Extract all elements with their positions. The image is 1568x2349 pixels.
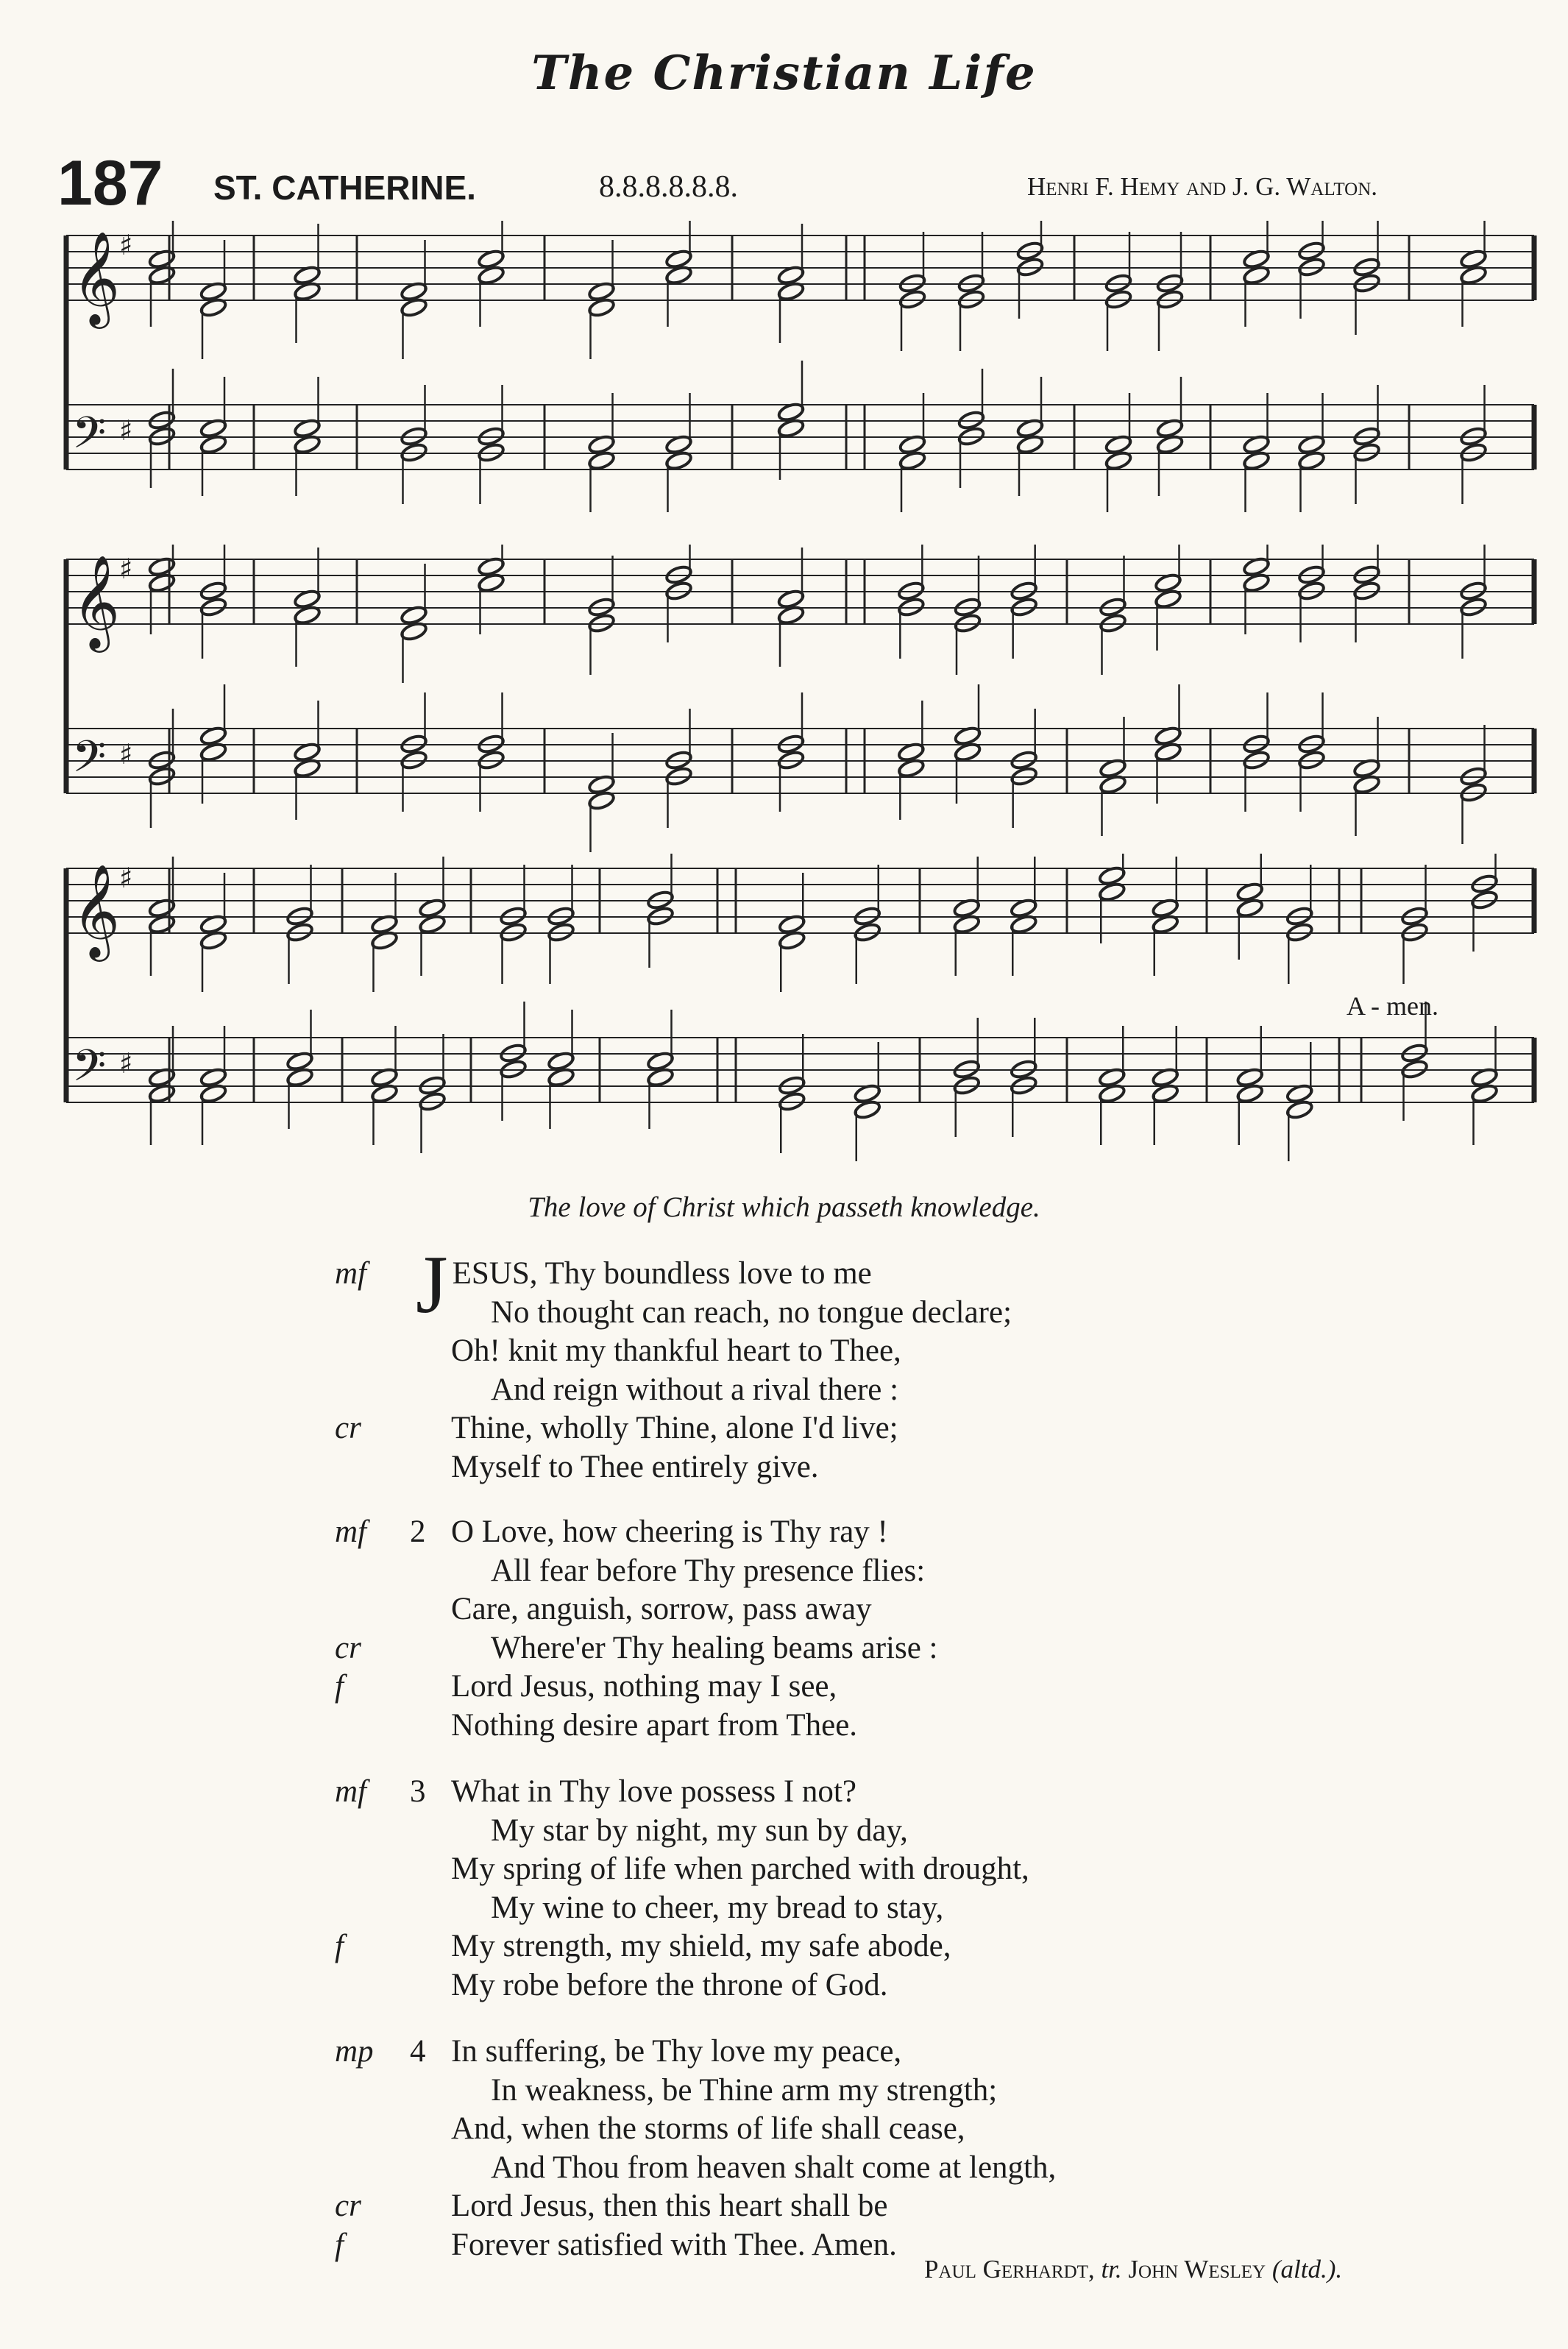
verse-line [335,1448,1291,1487]
verse-line [335,1629,1291,1668]
verse-line [335,1773,1291,1812]
dynamic-marking: mp [335,2034,374,2069]
verse-line [335,1850,1291,1889]
sharp-icon: ♯ [119,1047,133,1080]
attribution-author: Paul Gerhardt, [924,2255,1095,2284]
verse-1 [335,1239,1291,1487]
dynamic-marking: f [335,1929,344,1963]
verse-line [335,1409,1291,1448]
sharp-icon: ♯ [119,862,133,894]
verse-line [335,1590,1291,1629]
verse-line-text: Nothing desire apart from Thee. [451,1707,858,1743]
dynamic-marking: cr [335,2189,361,2223]
dynamic-marking: mf [335,1774,366,1809]
epigraph: The love of Christ which passeth knowledge. [528,1191,1040,1223]
sharp-icon: ♯ [119,738,133,770]
verse-line-text: In weakness, be Thine arm my strength; [491,2072,998,2108]
verse-line-text: My star by night, my sun by day, [491,1813,908,1848]
treble-clef-icon: 𝄞 [72,554,121,648]
dynamic-marking: cr [335,1630,361,1665]
verse-line-text: All fear before Thy presence flies: [491,1553,926,1588]
verse-number: 2 [410,1514,426,1549]
dynamic-marking: f [335,2227,344,2262]
bass-clef-icon: 𝄢 [72,407,107,469]
verse-line [335,1927,1291,1966]
verse-line-text: And, when the storms of life shall cease, [451,2111,965,2146]
verse-line-text: What in Thy love possess I not? [451,1774,856,1809]
verse-line [335,1371,1291,1410]
verse-line-text: No thought can reach, no tongue declare; [491,1294,1012,1330]
verse-line-text: Lord Jesus, nothing may I see, [451,1669,837,1704]
sharp-icon: ♯ [119,414,133,447]
verse-line-text: My spring of life when parched with drought, [451,1852,1029,1886]
verse-number: 4 [410,2034,426,2069]
treble-clef-icon: 𝄞 [72,230,121,325]
verse-line-text: Care, anguish, sorrow, pass away [451,1592,872,1626]
verse-line [335,1812,1291,1851]
music-system-1 [0,221,1568,530]
verse-line [335,1668,1291,1707]
attribution-translator: John Wesley [1128,2255,1266,2284]
verse-line-text: Oh! knit my thankful heart to Thee, [451,1333,901,1368]
verse-line [335,1294,1291,1333]
verse-line-text: And reign without a rival there : [491,1372,899,1407]
verse-line [335,1332,1291,1371]
amen-label: A - men. [1347,991,1438,1021]
attribution [924,2255,1342,2284]
verse-line [335,1513,1291,1552]
tune-name: ST. CATHERINE. [213,169,476,207]
verse-line [335,2110,1291,2149]
verse-line [335,1552,1291,1591]
bass-clef-icon: 𝄢 [72,1040,107,1102]
verse-line-text: Where'er Thy healing beams arise : [491,1630,938,1665]
verse-line [335,2072,1291,2111]
bass-clef-icon: 𝄢 [72,731,107,793]
dynamic-marking: mf [335,1256,366,1291]
verse-line [335,1966,1291,2005]
verse-3 [335,1773,1291,2005]
verse-line-text: In suffering, be Thy love my peace, [451,2034,902,2069]
verse-line [335,1707,1291,1746]
composer: Henri F. Hemy and J. G. Walton. [1027,172,1378,201]
music-system-2 [0,545,1568,854]
verse-line [335,1889,1291,1928]
dynamic-marking: cr [335,1411,361,1445]
verse-line-text: O Love, how cheering is Thy ray ! [451,1514,888,1549]
verse-line [335,2187,1291,2226]
verse-4 [335,2033,1291,2264]
attribution-note: (altd.). [1271,2255,1343,2284]
verse-line-text: Myself to Thee entirely give. [451,1449,819,1484]
verse-line-text: And Thou from heaven shalt come at length, [491,2150,1057,2185]
verse-2 [335,1513,1291,1745]
sharp-icon: ♯ [119,553,133,585]
verse-line-text: Lord Jesus, then this heart shall be [451,2189,888,2223]
treble-clef-icon: 𝄞 [72,863,121,957]
dynamic-marking: mf [335,1514,366,1549]
verse-line-text: My strength, my shield, my safe abode, [451,1929,951,1963]
drop-cap: J [416,1239,448,1331]
verse-line-text: ESUS, Thy boundless love to me [452,1256,872,1291]
hymn-number: 187 [57,148,163,219]
verse-line-text: Forever satisfied with Thee. Amen. [451,2227,897,2262]
attribution-tr: tr. [1101,2255,1122,2284]
music-system-3 [0,854,1568,1163]
dynamic-marking: f [335,1669,344,1704]
meter: 8.8.8.8.8.8. [599,170,738,204]
verse-line-text: My wine to cheer, my bread to stay, [491,1890,944,1925]
verse-line [335,2149,1291,2188]
verse-line [335,2033,1291,2072]
verse-line-text: Thine, wholly Thine, alone I'd live; [451,1411,898,1445]
verse-number: 3 [410,1774,426,1809]
sharp-icon: ♯ [119,229,133,261]
verse-line-text: My robe before the throne of God. [451,1967,888,2002]
section-title: The Christian Life [531,46,1037,101]
